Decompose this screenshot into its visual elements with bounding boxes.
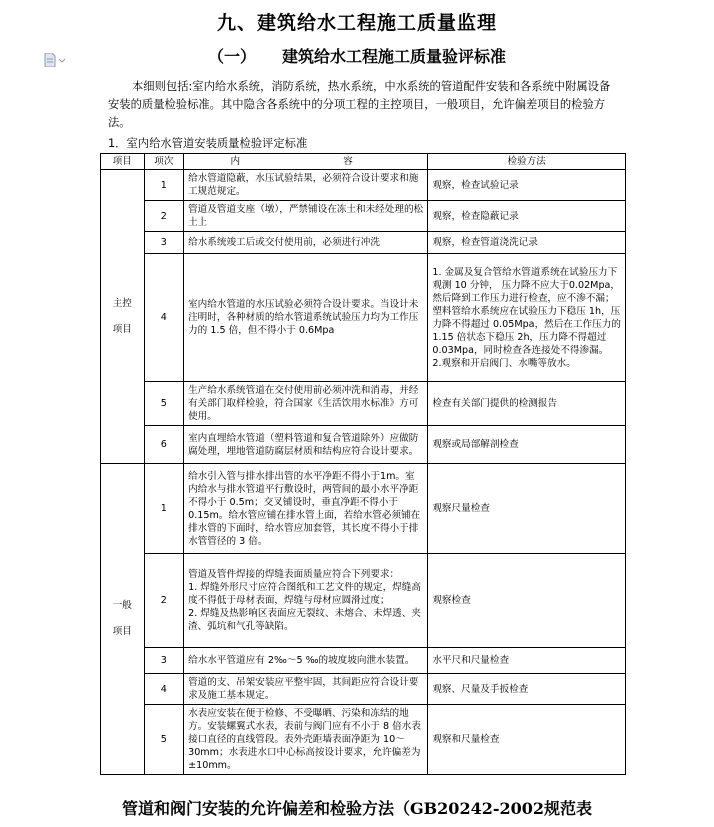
row-number: 6 [144,426,184,464]
row-number: 3 [144,232,184,254]
group-label-line1: 主控 [112,297,132,309]
row-number: 5 [144,382,184,426]
section-subtitle [0,44,714,67]
header-method: 检验方法 [428,154,626,170]
row-method: 检查有关部门提供的检测报告 [428,382,626,426]
subtitle-number: （一） [207,47,256,66]
row-method: 观察，检查管道浇洗记录 [428,232,626,254]
row-content: 给水水平管道应有 2‰～5 ‰的坡度坡向泄水装置。 [184,648,428,674]
table-row [101,426,626,464]
subtitle-text: 建筑给水工程施工质量验评标准 [282,47,507,66]
row-content: 管道及管件焊接的焊缝表面质量应符合下列要求： 1. 焊缝外形尺寸应符合图纸和工艺文件的规定，焊缝高度不得低于母材表面，焊缝与母材应圆滑过度； 2. 焊缝及热影响区表面应无裂纹、未熔合、未焊透、夹渣、弧坑和气孔等缺陷。 [184,554,428,648]
row-number: 4 [144,254,184,382]
table-row [101,648,626,674]
table-heading: 1．室内给水管道安装质量检验评定标准 [108,137,308,150]
table-row [101,554,626,648]
table-row [101,201,626,232]
table-row [101,382,626,426]
row-content: 给水管道隐蔽，水压试验结果，必须符合设计要求和施工规范规定。 [184,170,428,201]
row-number: 1 [144,170,184,201]
row-content: 给水引入管与排水排出管的水平净距不得小于1m。室内给水与排水管道平行敷设时，两管间的最小水平净距不得小于 0.5m；交叉铺设时，垂直净距不得小于 0.15m。给水管应铺在排水管上面，若给水管必须铺在排水管的下面时，给水管应加套管，其长度不得小于排水管管径的 3 倍。 [184,464,428,554]
header-no: 项次 [144,154,184,170]
table-body [101,170,626,775]
row-content: 管道及管道支座（墩），严禁铺设在冻土和未经处理的松土上 [184,201,428,232]
header-content: 内 容 [184,154,428,170]
group-label [101,170,145,464]
row-content: 管道的支、吊架安装应平整牢固，其间距应符合设计要求及施工基本规定。 [184,674,428,705]
table-header-row [101,154,626,170]
row-content: 室内给水管道的水压试验必须符合设计要求。当设计未注明时，各种材质的给水管道系统试验压力均为工作压力的 1.5 倍，但不得小于 0.6Mpa [184,254,428,382]
row-method: 观察或局部解剖检查 [428,426,626,464]
intro-paragraph: 本细则包括:室内给水系统，消防系统，热水系统，中水系统的管道配件安装和各系统中附属设备安装的质量检验标准。其中隐含各系统中的分项工程的主控项目，一般项目，允许偏差项目的检验方法。 [108,80,611,129]
row-number: 2 [144,554,184,648]
group-label [101,464,145,775]
row-method: 观察，检查隐蔽记录 [428,201,626,232]
table-row [101,254,626,382]
table-row [101,674,626,705]
row-number: 2 [144,201,184,232]
row-number: 5 [144,705,184,775]
row-method: 观察和尺量检查 [428,705,626,775]
row-number: 3 [144,648,184,674]
row-method: 观察尺量检查 [428,464,626,554]
row-content: 水表应安装在便于检修、不受曝晒、污染和冻结的地方。安装螺翼式水表，表前与阀门应有不小于 8 倍水表接口直径的直线管段。表外壳距墙表面净距为 10～30mm；水表进水口中心标高按设计要求，允许偏差为±10mm。 [184,705,428,775]
table-row [101,464,626,554]
row-method: 观察检查 [428,554,626,648]
table-row [101,170,626,201]
group-label-line1: 一般 [112,600,132,611]
page-title: 九、建筑给水工程施工质量监理 [216,12,497,34]
group-label-line2: 项目 [112,323,132,335]
row-content: 给水系统竣工后或交付使用前，必须进行冲洗 [184,232,428,254]
next-section-title: 管道和阀门安装的允许偏差和检验方法（GB20242-2002规范表 [121,799,593,818]
row-content: 室内直埋给水管道（塑料管道和复合管道除外）应做防腐处理，埋地管道防腐层材质和结构应符合设计要求。 [184,426,428,464]
group-label-line2: 项目 [112,626,132,637]
inspection-standard-table [100,153,626,775]
row-method: 1. 金属及复合管给水管道系统在试验压力下观测 10 分钟， 压力降不应大于0.02Mpa，然后降到工作压力进行检查，应不渗不漏；塑料管给水系统应在试验压力下稳压 1h，压力降不得超过 0.05Mpa，然后在工作压力的 1.15 倍状态下稳压 2h，压力降不得超过 0.03Mpa，同时检查各连接处不得渗漏。 2.观察和开启阀门、水嘴等放水。 [428,254,626,382]
row-method: 水平尺和尺量检查 [428,648,626,674]
row-number: 1 [144,464,184,554]
row-number: 4 [144,674,184,705]
table-row [101,705,626,775]
row-content: 生产给水系统管道在交付使用前必须冲洗和消毒，并经有关部门取样检验，符合国家《生活饮用水标准》方可使用。 [184,382,428,426]
row-method: 观察，检查试验记录 [428,170,626,201]
row-method: 观察、尺量及手扳检查 [428,674,626,705]
table-row [101,232,626,254]
header-item: 项目 [101,154,145,170]
